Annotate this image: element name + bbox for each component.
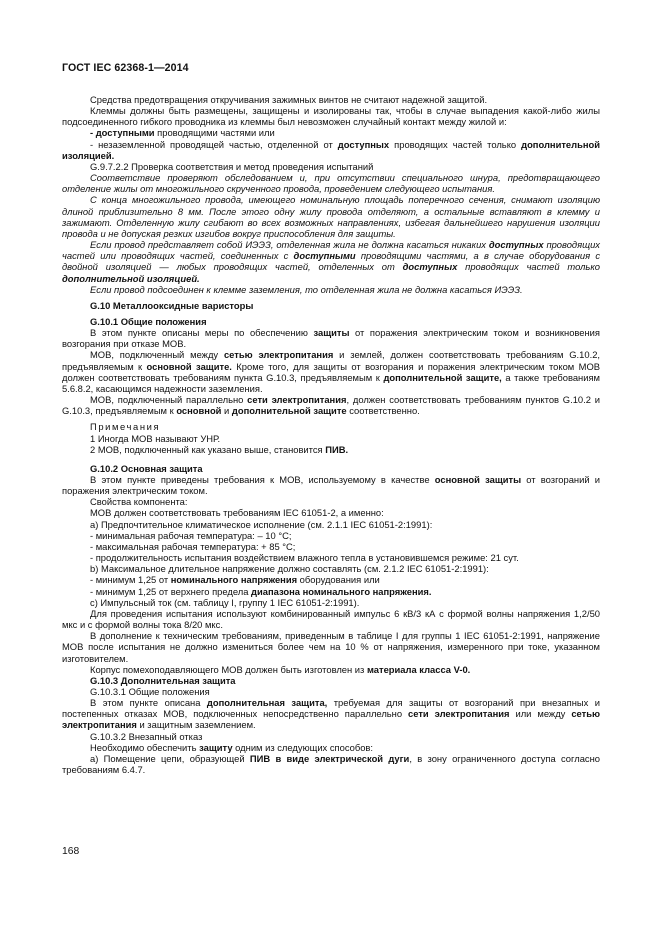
notes-title: Примечания [90, 421, 161, 433]
paragraph: В этом пункте описаны меры по обеспечению защиты от поражения электрическим током и возникновения возгорания при отказе МОВ. [62, 327, 600, 350]
section-heading: G.10.3 Дополнительная защита [90, 674, 236, 686]
list-item: - минимум 1,25 от номинального напряжения оборудования или [90, 574, 380, 586]
subclause-title: G.10.3.1 Общие положения [90, 685, 210, 697]
section-heading: G.10 Металлооксидные варисторы [90, 299, 254, 311]
paragraph: Соответствие проверяют обследованием и, при отсутствии специального шнура, предотвращающего отделение жилы от многожильного скрученного провода, проведением следующего испытания. [62, 172, 600, 195]
paragraph: a) Помещение цепи, образующей ПИВ в виде электрической дуги, в зону ограниченного доступа согласно требованиям 6.4.7. [62, 752, 601, 776]
paragraph: В дополнение к техническим требованиям, приведенным в таблице I для группы 1 IEC 61051-2:1991, напряжение МОВ после испытания не должно измениться более чем на 10 % от напряжения, измеренного при токе, указанном изготовителем. [62, 630, 600, 664]
paragraph: Если провод подсоединен к клемме заземления, то отделенная жила не должна касаться ИЭЭЗ. [90, 283, 523, 295]
paragraph: Средства предотвращения откручивания зажимных винтов не считают надежной защитой. [90, 94, 488, 105]
note: 1 Иногда МОВ называют УНР. [90, 432, 221, 444]
subclause-title: G.10.3.2 Внезапный отказ [90, 730, 203, 742]
note: 2 МОВ, подключенный как указано выше, становится ПИВ. [90, 443, 349, 455]
list-item: - продолжительность испытания воздействием влажного тепла в установившемся режиме: 21 сут. [90, 552, 519, 564]
list-item: - незаземленной проводящей частью, отделенной от доступных проводящих частей только дополнительной изоляцией. [62, 138, 601, 161]
paragraph: МОВ, подключенный между сетью электропитания и землей, должен соответствовать требованиям G.10.2, предъявляемым к основной защите. Кроме того, для защиты от возгорания и поражения электрическим током МОВ должен соответствовать требованиям пункта G.10.3, предъявляемым к дополнительной защите, а также требованиям 5.6.8.2, касающимся надежности заземления. [62, 349, 601, 394]
paragraph: МОВ, подключенный параллельно сети электропитания, должен соответствовать требованиям пунктов G.10.2 и G.10.3, предъявляемым к основной и дополнительной защите соответственно. [62, 394, 600, 417]
paragraph: Корпус помехоподавляющего МОВ должен быть изготовлен из материала класса V-0. [90, 663, 471, 675]
paragraph: Клеммы должны быть размещены, защищены и изолированы так, чтобы в случае выпадения какой-либо жилы подсоединенного гибкого проводника из клеммы был невозможен случайный контакт между жилой и: [62, 105, 600, 128]
page-body [62, 94, 600, 775]
list-item: b) Максимальное длительное напряжение должно составлять (см. 2.1.2 IEC 61051-2:1991): [90, 563, 489, 575]
paragraph: Свойства компонента: [90, 496, 188, 508]
paragraph: С конца многожильного провода, имеющего номинальную площадь поперечного сечения, снимают изоляцию длиной приблизительно 8 мм. После этого одну жилу провода отделяют, а остальные вставляют в клемму и зажимают. Отделенную жилу сгибают во всех возможных направлениях, избегая дальнейшего нарушения изоляции провода и не допуская резких изгибов вокруг приспособления для защиты. [62, 194, 600, 239]
list-item: a) Предпочтительное климатическое исполнение (см. 2.1.1 IEC 61051-2:1991): [90, 518, 433, 530]
paragraph: Если провод представляет собой ИЭЭЗ, отделенная жила не должна касаться никаких доступных проводящих частей или проводящих частей, соединенных с доступными проводящими частями, а в случае оборудования с двойной изоляцией — любых проводящих частей, отделенных от доступных проводящих частей только дополнительной изоляцией. [62, 239, 601, 284]
subclause-title: G.9.7.2.2 Проверка соответствия и метод проведения испытаний [90, 160, 374, 172]
list-item: - доступными проводящими частями или [90, 127, 275, 139]
page-number: 168 [62, 846, 80, 857]
page-header: ГОСТ IEC 62368-1—2014 [62, 62, 189, 74]
paragraph: МОВ должен соответствовать требованиям IEC 61051-2, а именно: [90, 507, 384, 519]
paragraph: В этом пункте описана дополнительная защита, требуемая для защиты от возгораний при внезапных и постепенных отказах МОВ, подключенных непосредственно параллельно сети электропитания или между сетью электропитания и защитным заземлением. [62, 697, 600, 731]
section-heading: G.10.1 Общие положения [90, 315, 207, 327]
list-item: - минимум 1,25 от верхнего предела диапазона номинального напряжения. [90, 585, 432, 597]
paragraph: Для проведения испытания используют комбинированный импульс 6 кВ/3 кА с формой волны напряжения 1,2/50 мкс и с формой волны тока 8/20 мкс. [62, 607, 600, 631]
list-item: c) Импульсный ток (см. таблицу I, группу 1 IEC 61051-2:1991). [90, 596, 360, 608]
list-item: - минимальная рабочая температура: – 10 °C; [90, 529, 292, 541]
paragraph: В этом пункте приведены требования к МОВ, используемому в качестве основной защиты от возгораний и поражения электрическим током. [62, 474, 601, 497]
list-item: - максимальная рабочая температура: + 85 °C; [90, 540, 296, 552]
paragraph: Необходимо обеспечить защиту одним из следующих способов: [90, 741, 373, 753]
section-heading: G.10.2 Основная защита [90, 462, 203, 474]
